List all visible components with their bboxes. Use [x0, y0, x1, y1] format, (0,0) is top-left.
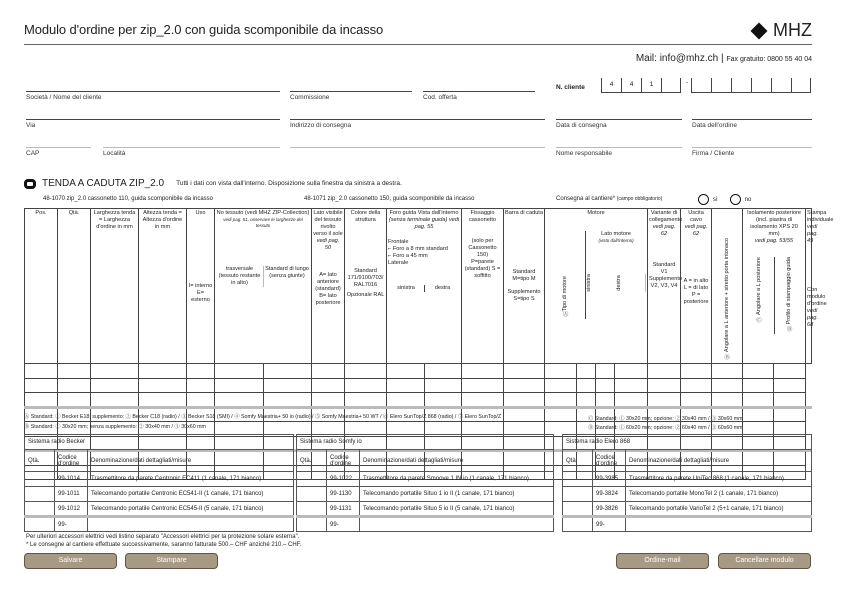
radio-description: Telecomando portatile Centronic EC545-II (5 canale, 171 bianco) — [88, 502, 294, 517]
client-digit[interactable] — [661, 78, 681, 92]
order-cell[interactable] — [91, 378, 139, 393]
radio-qty-input[interactable] — [297, 487, 327, 502]
order-cell[interactable] — [504, 364, 545, 379]
bar-label: Barra di caduta — [505, 210, 543, 216]
color-standard: Standard 171/9100/703/ RAL7016 — [347, 267, 384, 288]
radio-order-code: 99-1131 — [327, 502, 360, 517]
legend-b: Ⓑ Standard: ① 30x20 mm; senza supplemento: ② 30x40 mm / ③ 30x60 mm — [24, 424, 206, 430]
col-height: Altezza tenda = Altezza d'ordine in mm — [139, 209, 187, 364]
guide-45mm-label: Foro a 45 mm — [392, 252, 428, 259]
radio-table-header: Codice d'ordine — [593, 450, 626, 472]
order-cell[interactable] — [91, 393, 139, 408]
offer-label: Cod. offerta — [423, 94, 457, 101]
col-pos: Pos. — [25, 209, 58, 364]
order-cell[interactable] — [596, 393, 615, 408]
order-cell[interactable] — [58, 378, 91, 393]
client-digit[interactable] — [691, 78, 711, 92]
radio-order-code: 99-3985 — [593, 472, 626, 487]
insulation-note: (incl. piastra di isolamento XPS 20 mm) — [750, 216, 798, 237]
yes-label: sì — [713, 196, 718, 203]
order-cell[interactable] — [345, 378, 387, 393]
radio-table-row — [25, 472, 294, 487]
radio-qty-input[interactable] — [297, 472, 327, 487]
order-cell[interactable] — [462, 393, 504, 408]
mandatory-note: (campo obbligatorio) — [616, 196, 663, 202]
cable-ref: vedi pag. 62 — [684, 223, 708, 237]
order-cell[interactable] — [58, 393, 91, 408]
col-use — [187, 209, 215, 364]
order-cell[interactable] — [774, 407, 806, 422]
col-fixing — [462, 209, 504, 364]
client-number-label: N. cliente — [556, 84, 585, 91]
col-insulation — [743, 209, 806, 364]
order-cell[interactable] — [345, 364, 387, 379]
order-cell[interactable] — [504, 393, 545, 408]
insulation-profile: Profilo di stampaggio guida — [786, 256, 793, 325]
site-delivery-options — [698, 194, 751, 205]
client-digit[interactable] — [771, 78, 791, 92]
print-ref: vedi pag. 49 — [807, 223, 818, 244]
mhz-logo — [753, 20, 812, 41]
street-field[interactable] — [26, 119, 280, 120]
radio-order-code: 99- — [55, 517, 88, 532]
order-cell[interactable] — [25, 364, 58, 379]
radio-table-row — [25, 517, 294, 532]
radio-description — [88, 517, 294, 532]
order-cell[interactable] — [577, 393, 596, 408]
radio-table-header: Qtà. — [563, 450, 593, 472]
radio-table-header: Denominazione/dati dettagliati/misure — [626, 450, 812, 472]
client-digit[interactable]: 4 — [621, 78, 641, 92]
order-cell[interactable] — [312, 364, 345, 379]
order-cell[interactable] — [139, 393, 187, 408]
legend-a: Ⓐ Standard: ① Becker E18; supplemento: ② Becker C18 (radio) / ③ Becker S18 (SMI) / ④ Somfy Maestria+ 50 io (radio) / ⑤ Somfy Maestria+ 50 WT / ⑥ Elero SunTop/Z 868 (radio) / ⑦ Elero SunTop/Z — [24, 414, 502, 420]
blind-icon — [24, 179, 36, 189]
order-cell[interactable] — [504, 407, 545, 422]
radio-table-row — [297, 517, 554, 532]
diamond-icon — [751, 22, 768, 39]
site-delivery-label: Consegna al cantiere* — [556, 196, 616, 202]
guide-label: Foro guida Vista dall'interno — [389, 210, 459, 216]
section-header — [24, 178, 402, 189]
radio-table-header: Codice d'ordine — [55, 450, 88, 472]
order-cell[interactable] — [712, 364, 743, 379]
radio-table-row — [563, 487, 812, 502]
client-digit[interactable]: 4 — [601, 78, 621, 92]
order-cell[interactable] — [462, 378, 504, 393]
motor-label: Motore — [587, 210, 605, 216]
radio-order-code: 99-3824 — [593, 487, 626, 502]
radio-description: Telecomando portatile VarioTel 2 (5+1 canale, 171 bianco) — [626, 502, 812, 517]
print-label: Stampa individuale — [807, 210, 834, 223]
mail-text: Mail: info@mhz.ch | — [635, 53, 724, 64]
order-cell[interactable] — [615, 378, 648, 393]
bar-supplement: Supplemento S=tipo S — [507, 288, 541, 302]
radio-description — [360, 517, 554, 532]
insulation-ref: vedi pag. 53/55 — [754, 237, 794, 244]
radio-table-header: Codice d'ordine — [327, 450, 360, 472]
section-subtitle: Tutti i dati con vista dall'interno. Disposizione sulla finestra da sinistra a destra. — [176, 180, 402, 187]
radio-table-row — [563, 517, 812, 532]
order-cell[interactable] — [387, 378, 425, 393]
radio-qty-input[interactable] — [563, 517, 593, 532]
order-date-label: Data dell'ordine — [692, 122, 737, 129]
client-digit[interactable] — [791, 78, 811, 92]
motor-side-note: (visto dall'interno) — [598, 237, 634, 243]
order-row — [25, 364, 812, 379]
order-cell[interactable] — [681, 378, 712, 393]
mark-c: Ⓒ — [756, 317, 762, 324]
order-cell[interactable] — [545, 393, 577, 408]
client-number-suffix[interactable] — [691, 78, 811, 93]
col-bar — [504, 209, 545, 364]
col-cable — [681, 209, 712, 364]
order-cell[interactable] — [25, 393, 58, 408]
color-optional: Opzionale RAL — [346, 291, 385, 298]
footer-note-accessories: Per ulteriori accessori elettrici vedi listino separato "Accessori elettrici per la protezione solare esterna". — [26, 534, 300, 540]
radio-qty-input[interactable] — [25, 517, 55, 532]
responsible-label: Nome responsabile — [556, 150, 613, 157]
client-digit[interactable] — [711, 78, 731, 92]
header-row — [25, 209, 812, 364]
order-cell[interactable] — [648, 364, 681, 379]
guide-left: sinistra — [397, 284, 415, 291]
radio-table-row — [563, 472, 812, 487]
connection-label: Variante di collegamento — [649, 210, 683, 223]
order-date-field[interactable] — [692, 119, 812, 120]
visible-side-options: A= lato anteriore (standard) B= lato posteriore — [315, 271, 341, 306]
order-cell[interactable] — [577, 364, 596, 379]
radio-order-code: 99-1022 — [327, 472, 360, 487]
order-cell[interactable] — [215, 393, 264, 408]
order-cell[interactable] — [387, 393, 425, 408]
fabric-transversal: trasversale (tessuto restante in alto) — [218, 266, 261, 287]
order-cell[interactable] — [91, 364, 139, 379]
guide-8mm-label: Foro a 8 mm standard — [392, 245, 448, 252]
company-field[interactable] — [26, 91, 280, 92]
variant-150: 48-1071 zip_2.0 cassonetto 150, guida scomponibile da incasso — [304, 196, 475, 202]
street-label: Via — [26, 122, 36, 129]
radio-description — [626, 517, 812, 532]
radio-table-title: Sistema radio Somfy io — [297, 435, 554, 450]
col-width: Larghezza tenda = Larghezza d'ordine in mm — [91, 209, 139, 364]
col-qty: Qtà. — [58, 209, 91, 364]
radio-description: Telecomando portatile MonoTel 2 (1 canale, 171 bianco) — [626, 487, 812, 502]
guide-note: (senza terminale guida) vedi pag. 55 — [388, 216, 460, 230]
fabric-standard: Standard di lungo (senza giunte) — [263, 266, 310, 287]
radio-table-header: Qtà. — [25, 450, 55, 472]
connection-options: Standard V1 Supplemento V2, V3, V4 — [649, 261, 683, 289]
radio-system-table — [24, 434, 294, 532]
responsible-field[interactable] — [556, 147, 682, 148]
company-label: Società / Nome del cliente — [26, 94, 102, 101]
motor-type: Tipo di motore — [562, 276, 569, 312]
order-cell[interactable] — [648, 393, 681, 408]
order-cell[interactable] — [743, 407, 774, 422]
guide-side: Laterale — [388, 259, 409, 266]
order-cell[interactable] — [545, 378, 577, 393]
radio-qty-input[interactable] — [563, 472, 593, 487]
signature-field[interactable] — [692, 147, 812, 148]
radio-table-row — [25, 502, 294, 517]
order-cell[interactable] — [648, 378, 681, 393]
signature-label: Firma / Cliente — [692, 150, 735, 157]
order-cell[interactable] — [577, 378, 596, 393]
radio-table-row — [297, 502, 554, 517]
order-cell[interactable] — [139, 364, 187, 379]
delivery-address-field-2[interactable] — [290, 147, 545, 148]
radio-order-code: 99-1011 — [55, 487, 88, 502]
order-cell[interactable] — [264, 378, 312, 393]
radio-system-table — [296, 434, 554, 532]
guide-front: Frontale — [388, 238, 409, 245]
no-label: no — [744, 196, 752, 203]
order-cell[interactable] — [774, 364, 806, 379]
email-order-button[interactable]: Ordine-mail — [616, 553, 709, 569]
order-cell[interactable] — [312, 378, 345, 393]
page-title: Modulo d'ordine per zip_2.0 con guida scomponibile da incasso — [24, 22, 384, 37]
order-cell[interactable] — [187, 364, 215, 379]
radio-order-code: 99- — [327, 517, 360, 532]
city-label: Località — [103, 150, 126, 157]
visible-side-ref: vedi pag. 50 — [316, 237, 340, 251]
order-cell[interactable] — [596, 364, 615, 379]
fixing-note: (solo per Cassonetto 150) — [468, 237, 497, 258]
radio-system-table — [562, 434, 812, 532]
bar-standard: Standard M=tipo M — [512, 268, 536, 282]
motor-right: destra — [616, 274, 646, 292]
col-angle — [712, 209, 743, 364]
radio-table-header: Qtà. — [297, 450, 327, 472]
color-label: Colore della struttura — [350, 210, 381, 223]
order-cell[interactable] — [743, 393, 774, 408]
order-cell[interactable] — [774, 393, 806, 408]
order-cell[interactable] — [345, 393, 387, 408]
zip-label: CAP — [26, 150, 40, 157]
motor-side: Lato motore — [601, 230, 631, 237]
mark-b: Ⓑ — [724, 355, 730, 362]
guide-8mm: ⌐ Foro a 8 mm standard — [388, 245, 448, 252]
radio-table-row — [297, 472, 554, 487]
insulation-angle: Angolare a L posteriore — [755, 256, 762, 315]
radio-description: Trasmettitore da parete Centronic EC411 (1 canale, 171 bianco) — [88, 472, 294, 487]
save-button[interactable]: Salvare — [24, 553, 117, 569]
radio-table-row — [25, 487, 294, 502]
delivery-address-label: Indirizzo di consegna — [290, 122, 352, 129]
fixing-options: P=parete (standard) S = soffitto — [464, 258, 501, 279]
order-cell[interactable] — [215, 378, 264, 393]
order-row — [25, 378, 812, 393]
radio-qty-input[interactable] — [25, 502, 55, 517]
cable-options: A = in alto L = di lato P = posteriore — [683, 277, 709, 305]
order-cell[interactable] — [25, 378, 58, 393]
order-cell[interactable] — [712, 378, 743, 393]
radio-description: Trasmettitore da parete UniTec 868 (1 canale, 171 bianco) — [626, 472, 812, 487]
client-number-prefix[interactable] — [601, 78, 681, 93]
radio-order-code: 99-1012 — [55, 502, 88, 517]
order-cell[interactable] — [774, 378, 806, 393]
delivery-address-field[interactable] — [290, 119, 545, 120]
visible-side-label: Lato visibile del tessuto rivolto verso il sole — [313, 210, 343, 237]
order-cell[interactable] — [425, 364, 462, 379]
col-color — [345, 209, 387, 364]
radio-table-title: Sistema radio Becker — [25, 435, 294, 450]
radio-description: Telecomando portatile Situo 5 io II (5 canale, 171 bianco) — [360, 502, 554, 517]
angle-label: Angolare a L anteriore + stretto porta intonaco — [723, 238, 730, 353]
guide-right: destra — [424, 285, 460, 292]
delivery-date-label: Data di consegna — [556, 122, 607, 129]
footer-note-delivery: * Le consegne al cantiere effettuate successivamente, saranno fatturate 500.– CHF anziché 210.– CHF. — [26, 542, 302, 548]
radio-qty-input[interactable] — [297, 517, 327, 532]
order-cell[interactable] — [743, 364, 774, 379]
order-cell[interactable] — [681, 364, 712, 379]
motor-left: sinistra — [586, 273, 593, 292]
order-cell[interactable] — [425, 393, 462, 408]
legend-c: Ⓒ Standard: ① 30x20 mm; opzione: ② 30x40 mm / ③ 30x60 mm — [588, 416, 743, 422]
order-cell[interactable] — [187, 378, 215, 393]
order-cell[interactable] — [545, 364, 577, 379]
order-cell[interactable] — [504, 378, 545, 393]
mark-d: Ⓓ — [786, 327, 793, 334]
fax-text: Fax gratuito: 0800 55 40 04 — [726, 56, 812, 63]
radio-table-row — [297, 487, 554, 502]
order-cell[interactable] — [615, 364, 648, 379]
city-field[interactable] — [103, 147, 280, 148]
delivery-date-field[interactable] — [556, 119, 682, 120]
radio-description: Telecomando portatile Situo 1 io II (1 canale, 171 bianco) — [360, 487, 554, 502]
order-cell[interactable] — [545, 407, 577, 422]
client-digit[interactable]: 1 — [641, 78, 661, 92]
radio-qty-input[interactable] — [25, 487, 55, 502]
col-fabric — [215, 209, 312, 364]
clear-form-button[interactable]: Cancellare modulo — [718, 553, 811, 569]
order-cell[interactable] — [58, 364, 91, 379]
use-options: I= interno E= esterno — [188, 282, 213, 303]
radio-yes[interactable] — [698, 194, 709, 205]
radio-order-code: 99-1014 — [55, 472, 88, 487]
print-options: Con modulo d'ordine — [807, 286, 827, 307]
client-digit[interactable] — [731, 78, 751, 92]
order-cell[interactable] — [215, 364, 264, 379]
radio-qty-input[interactable] — [563, 502, 593, 517]
guide-45mm: ⌐ Foro a 45 mm — [388, 252, 428, 259]
client-dash: - — [686, 80, 688, 86]
order-cell[interactable] — [312, 393, 345, 408]
variant-110: 48-1070 zip_2.0 cassonetto 110, guida scomponibile da incasso — [43, 196, 214, 202]
radio-qty-input[interactable] — [563, 487, 593, 502]
commission-label: Commissione — [290, 94, 330, 101]
radio-table-title: Sistema radio Elero 868 — [563, 435, 812, 450]
order-cell[interactable] — [615, 393, 648, 408]
connection-ref: vedi pag. 62 — [652, 223, 676, 237]
fabric-note: vedi pag. 51, osservare le larghezze del tessuto — [223, 216, 303, 228]
fabric-label: No tessuto (vedi MHZ ZIP-Collection) — [216, 210, 310, 216]
mark-a: Ⓐ — [562, 312, 569, 318]
site-delivery — [556, 196, 662, 202]
radio-table-header: Denominazione/dati dettagliati/misure — [360, 450, 554, 472]
col-guide — [387, 209, 462, 364]
radio-table-row — [563, 502, 812, 517]
legend-d: Ⓓ Standard: ① 60x20 mm; opzione: ② 60x40 mm / ③ 60x60 mm — [588, 425, 743, 431]
use-label: Uso — [195, 210, 206, 216]
print-ref2: vedi pag. 68 — [807, 307, 818, 328]
order-cell[interactable] — [681, 393, 712, 408]
radio-qty-input[interactable] — [297, 502, 327, 517]
order-cell[interactable] — [425, 378, 462, 393]
radio-description: Trasmettitore da parete Smoove 1 IN io (1 canale, 171 bianco) — [360, 472, 554, 487]
fixing-label: Fissaggio cassonetto — [468, 210, 497, 223]
order-cell[interactable] — [139, 378, 187, 393]
commission-field[interactable] — [290, 91, 412, 92]
radio-no[interactable] — [730, 194, 741, 205]
cable-label: Uscita cavo — [688, 210, 704, 223]
print-button[interactable]: Stampare — [125, 553, 218, 569]
order-cell[interactable] — [387, 364, 425, 379]
col-motor — [545, 209, 648, 364]
radio-description: Telecomando portatile Centronic EC541-II (1 canale, 171 bianco) — [88, 487, 294, 502]
contact-info — [636, 53, 812, 64]
order-cell[interactable] — [264, 393, 312, 408]
order-cell[interactable] — [712, 393, 743, 408]
insulation-label: Isolamento posteriore — [747, 210, 801, 216]
order-cell[interactable] — [743, 378, 774, 393]
col-visible-side — [312, 209, 345, 364]
section-title: TENDA A CADUTA ZIP_2.0 — [42, 178, 165, 189]
zip-field[interactable] — [26, 147, 91, 148]
order-cell[interactable] — [462, 364, 504, 379]
header-divider — [24, 44, 812, 45]
order-cell[interactable] — [596, 378, 615, 393]
offer-field[interactable] — [423, 91, 535, 92]
radio-order-code: 99-3826 — [593, 502, 626, 517]
order-row — [25, 393, 812, 408]
radio-qty-input[interactable] — [25, 472, 55, 487]
radio-table-header: Denominazione/dati dettagliati/misure — [88, 450, 294, 472]
client-digit[interactable] — [751, 78, 771, 92]
radio-order-code: 99- — [593, 517, 626, 532]
logo-text: MHZ — [773, 20, 812, 40]
order-cell[interactable] — [187, 393, 215, 408]
col-print — [806, 209, 834, 364]
radio-order-code: 99-1130 — [327, 487, 360, 502]
col-connection — [648, 209, 681, 364]
order-cell[interactable] — [264, 364, 312, 379]
